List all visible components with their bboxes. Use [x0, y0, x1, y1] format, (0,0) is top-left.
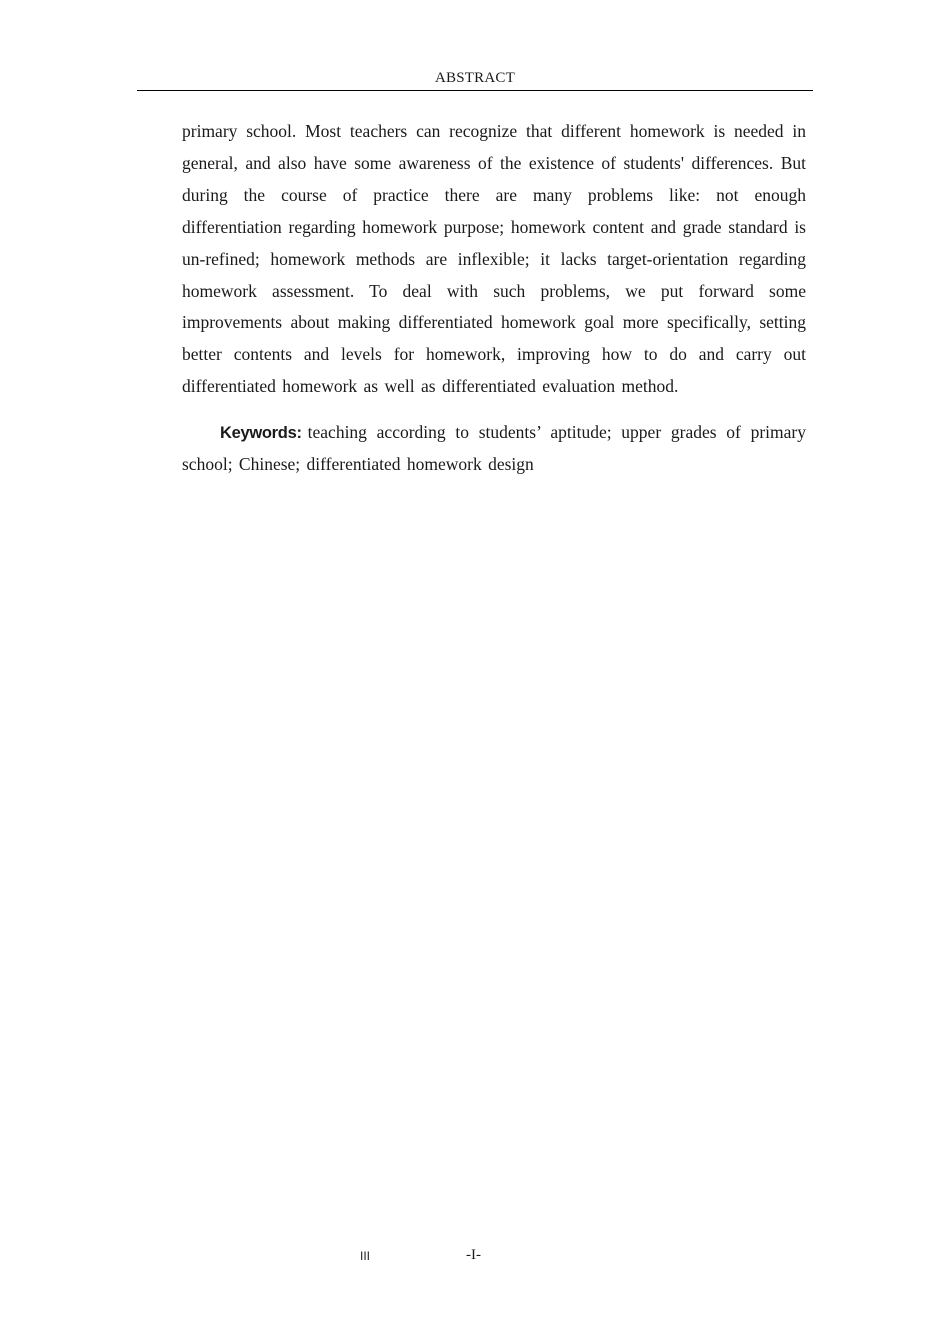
abstract-paragraph: primary school. Most teachers can recognize that different homework is needed in general, and also have some awareness of the existence of students' differences. But during the course of practice there are many problems like: not enough differentiation regarding homework purpose; homework content and grade standard is un-refined; homework methods are inflexible; it lacks target-orientation regarding homework assessment. To deal with such problems, we put forward some improvements about making differentiated homework goal more specifically, setting better contents and levels for homework, improving how to do and carry out differentiated homework as well as differentiated evaluation method.: [182, 121, 806, 397]
page-number: -I-: [466, 1247, 481, 1263]
footer-roman-mark: III: [360, 1249, 371, 1263]
abstract-body: [182, 116, 806, 480]
keywords-text: teaching according to students’ aptitude; upper grades of primary school; Chinese; differentiated homework design: [182, 422, 806, 475]
page-header: [137, 68, 813, 91]
keywords-line: [182, 417, 806, 480]
keywords-label: Keywords:: [220, 424, 302, 443]
header-title: ABSTRACT: [435, 70, 515, 86]
